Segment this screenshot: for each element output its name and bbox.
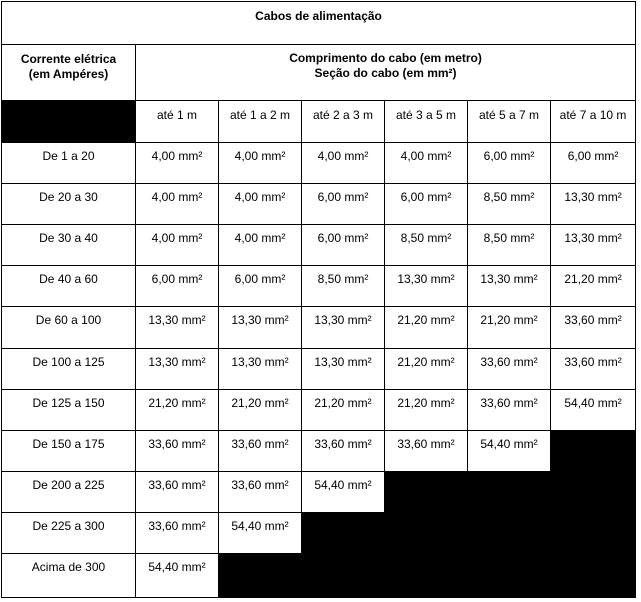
row-label: Acima de 300 <box>2 553 136 597</box>
blacked-out-cell <box>219 553 302 597</box>
blacked-out-cell <box>551 430 636 471</box>
corrente-header <box>2 45 136 101</box>
table-cell: 33,60 mm² <box>219 430 302 471</box>
table-cell: 4,00 mm² <box>136 143 219 184</box>
table-cell: 6,00 mm² <box>551 143 636 184</box>
table-cell: 33,60 mm² <box>468 389 551 430</box>
table-row <box>2 389 636 430</box>
blacked-out-cell <box>302 553 385 597</box>
table-cell: 21,20 mm² <box>385 348 468 389</box>
table-cell: 8,50 mm² <box>302 266 385 307</box>
table-cell: 33,60 mm² <box>219 471 302 512</box>
table-cell: 6,00 mm² <box>302 225 385 266</box>
row-label: De 60 a 100 <box>2 307 136 348</box>
row-label: De 150 a 175 <box>2 430 136 471</box>
table-cell: 21,20 mm² <box>468 307 551 348</box>
blacked-out-cell <box>468 471 551 512</box>
table-cell: 6,00 mm² <box>219 266 302 307</box>
blacked-out-cell <box>551 512 636 553</box>
table-body <box>2 2 636 598</box>
table-row <box>2 348 636 389</box>
table-cell: 8,50 mm² <box>385 225 468 266</box>
blacked-out-cell <box>551 553 636 597</box>
table-row <box>2 512 636 553</box>
blacked-out-cell <box>302 512 385 553</box>
table-cell: 13,30 mm² <box>219 348 302 389</box>
table-cell: 21,20 mm² <box>385 307 468 348</box>
blacked-out-cell <box>551 471 636 512</box>
table-cell: 4,00 mm² <box>219 184 302 225</box>
row-label: De 30 a 40 <box>2 225 136 266</box>
table-row <box>2 184 636 225</box>
table-row <box>2 471 636 512</box>
table-row <box>2 307 636 348</box>
table-row <box>2 553 636 597</box>
table-cell: 54,40 mm² <box>302 471 385 512</box>
table-cell: 6,00 mm² <box>302 184 385 225</box>
table-row <box>2 266 636 307</box>
table-cell: 21,20 mm² <box>136 389 219 430</box>
table-cell: 33,60 mm² <box>551 307 636 348</box>
row-label: De 1 a 20 <box>2 143 136 184</box>
table-cell: 54,40 mm² <box>219 512 302 553</box>
row-label: De 125 a 150 <box>2 389 136 430</box>
table-cell: 33,60 mm² <box>468 348 551 389</box>
column-header-row <box>2 101 636 143</box>
table-cell: 33,60 mm² <box>136 471 219 512</box>
table-cell: 13,30 mm² <box>385 266 468 307</box>
table-row <box>2 143 636 184</box>
table-cell: 21,20 mm² <box>219 389 302 430</box>
group-header-row <box>2 45 636 101</box>
table-cell: 54,40 mm² <box>136 553 219 597</box>
table-cell: 33,60 mm² <box>136 512 219 553</box>
table-cell: 21,20 mm² <box>385 389 468 430</box>
table-cell: 54,40 mm² <box>551 389 636 430</box>
table-cell: 4,00 mm² <box>219 225 302 266</box>
row-label: De 100 a 125 <box>2 348 136 389</box>
table-cell: 4,00 mm² <box>385 143 468 184</box>
table-title: Cabos de alimentação <box>2 2 636 45</box>
column-header: até 7 a 10 m <box>551 101 636 143</box>
table-cell: 13,30 mm² <box>136 307 219 348</box>
table-cell: 4,00 mm² <box>136 184 219 225</box>
row-label: De 20 a 30 <box>2 184 136 225</box>
blacked-out-cell <box>385 553 468 597</box>
column-header: até 1 a 2 m <box>219 101 302 143</box>
table-cell: 13,30 mm² <box>219 307 302 348</box>
cable-sizing-table <box>1 1 636 598</box>
table-cell: 8,50 mm² <box>468 184 551 225</box>
corrente-header-line2: (em Ampéres) <box>28 67 109 82</box>
table-cell: 13,30 mm² <box>302 348 385 389</box>
corner-blacked-cell <box>2 101 136 143</box>
table-cell: 13,30 mm² <box>551 225 636 266</box>
column-header: até 3 a 5 m <box>385 101 468 143</box>
table-cell: 54,40 mm² <box>468 430 551 471</box>
row-label: De 200 a 225 <box>2 471 136 512</box>
comprimento-header-line1: Comprimento do cabo (em metro) <box>289 51 482 66</box>
table-cell: 21,20 mm² <box>302 389 385 430</box>
table-cell: 8,50 mm² <box>468 225 551 266</box>
row-label: De 40 a 60 <box>2 266 136 307</box>
title-row <box>2 2 636 45</box>
column-header: até 1 m <box>136 101 219 143</box>
corrente-header-line1: Corrente elétrica <box>20 52 117 67</box>
table-cell: 6,00 mm² <box>136 266 219 307</box>
row-label: De 225 a 300 <box>2 512 136 553</box>
comprimento-header <box>136 45 636 101</box>
table-cell: 33,60 mm² <box>551 348 636 389</box>
table-cell: 13,30 mm² <box>302 307 385 348</box>
table-cell: 13,30 mm² <box>468 266 551 307</box>
table-cell: 21,20 mm² <box>551 266 636 307</box>
blacked-out-cell <box>385 512 468 553</box>
blacked-out-cell <box>468 512 551 553</box>
table-cell: 33,60 mm² <box>136 430 219 471</box>
column-header: até 2 a 3 m <box>302 101 385 143</box>
table-cell: 4,00 mm² <box>302 143 385 184</box>
blacked-out-cell <box>468 553 551 597</box>
blacked-out-cell <box>385 471 468 512</box>
column-header: até 5 a 7 m <box>468 101 551 143</box>
table-row <box>2 430 636 471</box>
comprimento-header-line2: Seção do cabo (em mm²) <box>314 66 457 81</box>
table-cell: 4,00 mm² <box>219 143 302 184</box>
table-cell: 4,00 mm² <box>136 225 219 266</box>
table-cell: 13,30 mm² <box>551 184 636 225</box>
table-cell: 6,00 mm² <box>385 184 468 225</box>
table-cell: 6,00 mm² <box>468 143 551 184</box>
table-row <box>2 225 636 266</box>
table-cell: 13,30 mm² <box>136 348 219 389</box>
table-cell: 33,60 mm² <box>302 430 385 471</box>
table-cell: 33,60 mm² <box>385 430 468 471</box>
